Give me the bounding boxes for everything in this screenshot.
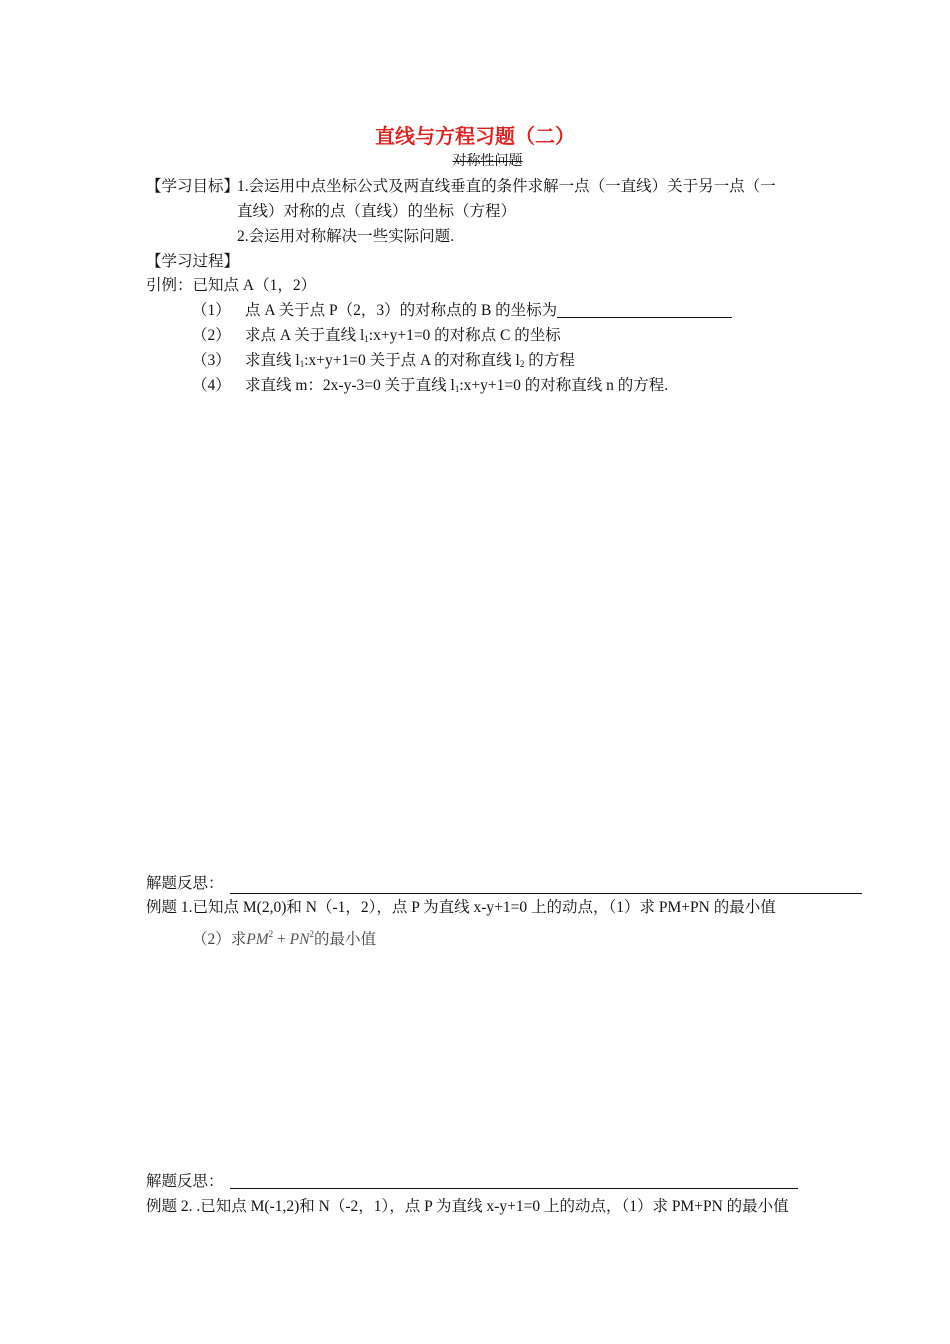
intro-item-2-number: （2）	[192, 327, 231, 344]
page-title: 直线与方程习题（二）	[375, 126, 575, 148]
intro-item-2: 求点 A 关于直线 $l_1:x+y+1=0$ 的对称点 C 的坐标	[245, 327, 561, 344]
intro-item-3: 求直线 $l_1:x+y+1=0$ 关于点 A 的对称直线 $l_2$ 的方程	[245, 352, 575, 369]
objective-line-3: 2.会运用对称解决一些实际问题.	[237, 228, 455, 245]
objective-line-2: 直线）对称的点（直线）的坐标（方程）	[237, 203, 517, 220]
page-subtitle: 对称性问题	[452, 154, 523, 169]
process-heading: 【学习过程】	[146, 253, 240, 270]
intro-item-3-number: （3）	[192, 352, 231, 369]
reflection-line-1	[230, 893, 862, 894]
reflection-label-1: 解题反思：	[146, 875, 224, 892]
objective-line-1: 1.会运用中点坐标公式及两直线垂直的条件求解一点（一直线）关于另一点（一	[237, 178, 776, 195]
example-1-part-2: （2）求$PM^2 + PN^2$的最小值	[192, 929, 376, 948]
objectives-heading: 【学习目标】	[146, 178, 240, 195]
intro-item-4-number: （4）	[192, 377, 231, 394]
intro-label: 引例：已知点 A（1，2）	[146, 277, 317, 294]
reflection-line-2	[230, 1188, 798, 1189]
example-2-text: 例题 2. .已知点 M(-1,2)和 N（-2，1），点 P 为直线 x-y+1=0 上的动点，（1）求 PM+PN 的最小值	[146, 1198, 789, 1215]
intro-item-1-number: （1）	[192, 302, 231, 319]
intro-item-4: 求直线 m：2x-y-3=0 关于直线 $l_1:x+y+1=0$ 的对称直线 n 的方程.	[245, 377, 669, 394]
intro-item-1: 点 A 关于点 P（2，3）的对称点的 B 的坐标为	[245, 301, 732, 321]
reflection-label-2: 解题反思：	[146, 1173, 224, 1190]
example-1-text: 例题 1.已知点 M(2,0)和 N（-1，2），点 P 为直线 x-y+1=0 上的动点，（1）求 PM+PN 的最小值	[146, 899, 776, 916]
answer-blank	[557, 301, 732, 318]
